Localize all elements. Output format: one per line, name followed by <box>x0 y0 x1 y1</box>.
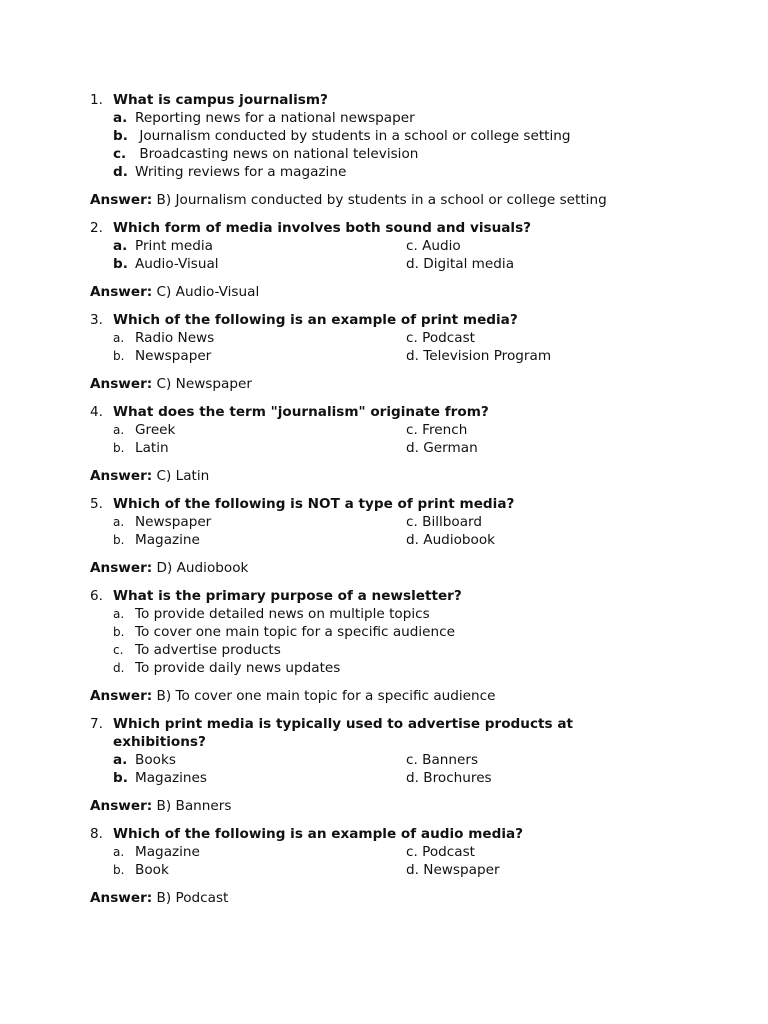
option-text: Print media <box>135 238 213 254</box>
option-text: c. Audio <box>406 238 461 254</box>
answer-text: B) Journalism conducted by students in a school or college setting <box>152 192 607 208</box>
option-row <box>113 513 730 531</box>
question-line <box>90 219 730 237</box>
option-letter: b. <box>113 349 125 363</box>
option-text: Reporting news for a national newspaper <box>135 110 415 126</box>
option-letter: b. <box>113 256 128 272</box>
option-letter: a. <box>113 845 125 859</box>
option-letter: d. <box>113 164 128 180</box>
option <box>406 237 699 255</box>
question-text: Which form of media involves both sound and visuals? <box>113 220 532 236</box>
question-number: 5. <box>90 496 103 512</box>
options-list <box>113 237 730 273</box>
question-line <box>90 825 730 843</box>
option-text: Magazine <box>135 532 200 548</box>
option <box>406 843 699 861</box>
option <box>113 329 406 347</box>
option-row <box>113 127 730 145</box>
option-row <box>113 109 730 127</box>
option-text: To provide daily news updates <box>135 660 341 676</box>
answer-text: D) Audiobook <box>152 560 249 576</box>
option-text: d. Television Program <box>406 348 552 364</box>
option-text: Magazine <box>135 844 200 860</box>
option-letter: a. <box>113 607 125 621</box>
option-letter: c. <box>113 643 124 657</box>
options-list <box>113 109 730 181</box>
option-row <box>113 439 730 457</box>
answer-label: Answer: <box>90 284 153 300</box>
option <box>113 127 713 145</box>
option-text: To provide detailed news on multiple topics <box>135 606 430 622</box>
option <box>113 861 406 879</box>
option <box>113 439 406 457</box>
question-number: 8. <box>90 826 103 842</box>
question-number: 4. <box>90 404 103 420</box>
option-letter: d. <box>113 661 125 675</box>
answer-line <box>90 375 730 393</box>
option-text: Greek <box>135 422 176 438</box>
option <box>113 255 406 273</box>
option-text: Radio News <box>135 330 215 346</box>
option-letter: a. <box>113 238 128 254</box>
option <box>113 145 713 163</box>
option-text: d. Digital media <box>406 256 515 272</box>
option-letter: a. <box>113 331 125 345</box>
option-row <box>113 347 730 365</box>
quiz-document <box>90 91 730 917</box>
option-row <box>113 255 730 273</box>
option-letter: a. <box>113 515 125 529</box>
answer-label: Answer: <box>90 890 153 906</box>
options-list <box>113 605 730 677</box>
question-text: Which of the following is NOT a type of print media? <box>113 496 515 512</box>
options-list <box>113 421 730 457</box>
question-line <box>90 403 730 421</box>
question-number: 2. <box>90 220 103 236</box>
option-text: c. Podcast <box>406 330 475 346</box>
question-text: Which of the following is an example of audio media? <box>113 826 524 842</box>
question-line <box>90 495 730 513</box>
option-row <box>113 843 730 861</box>
options-list <box>113 513 730 549</box>
option-row <box>113 329 730 347</box>
option-text: c. Billboard <box>406 514 483 530</box>
option-row <box>113 163 730 181</box>
option <box>406 751 699 769</box>
question-number: 6. <box>90 588 103 604</box>
answer-text: B) Podcast <box>152 890 229 906</box>
options-list <box>113 329 730 365</box>
option-text: Newspaper <box>135 514 212 530</box>
option-text: Latin <box>135 440 169 456</box>
question-number: 3. <box>90 312 103 328</box>
option <box>113 843 406 861</box>
option-letter: b. <box>113 533 125 547</box>
option-text: Books <box>135 752 176 768</box>
option-text: Writing reviews for a magazine <box>135 164 347 180</box>
option-row <box>113 421 730 439</box>
option-row <box>113 145 730 163</box>
option <box>406 439 699 457</box>
option-text: c. French <box>406 422 468 438</box>
option <box>113 513 406 531</box>
option-letter: c. <box>113 146 127 162</box>
option <box>113 605 713 623</box>
question-line <box>90 715 730 751</box>
answer-line <box>90 687 730 705</box>
option <box>113 421 406 439</box>
option <box>406 421 699 439</box>
option-row <box>113 237 730 255</box>
question-text: What is campus journalism? <box>113 92 328 108</box>
question-text: Which print media is typically used to advertise products at exhibitions? <box>113 716 574 750</box>
option-row <box>113 531 730 549</box>
question-6 <box>90 587 730 705</box>
answer-label: Answer: <box>90 192 153 208</box>
option-text: d. Audiobook <box>406 532 496 548</box>
option-row <box>113 605 730 623</box>
option-letter: a. <box>113 423 125 437</box>
answer-label: Answer: <box>90 798 153 814</box>
question-7 <box>90 715 730 815</box>
answer-text: C) Newspaper <box>152 376 252 392</box>
option-text: Newspaper <box>135 348 212 364</box>
options-list <box>113 751 730 787</box>
option-row <box>113 641 730 659</box>
answer-text: C) Audio-Visual <box>152 284 260 300</box>
question-line <box>90 311 730 329</box>
option-letter: a. <box>113 752 128 768</box>
option <box>113 769 406 787</box>
option <box>113 531 406 549</box>
option <box>406 347 699 365</box>
option-text: c. Podcast <box>406 844 475 860</box>
option-text: d. German <box>406 440 478 456</box>
option-row <box>113 751 730 769</box>
option <box>113 237 406 255</box>
answer-line <box>90 889 730 907</box>
option-text: c. Banners <box>406 752 479 768</box>
answer-text: B) Banners <box>152 798 232 814</box>
option-text: Journalism conducted by students in a school or college setting <box>135 128 571 144</box>
question-number: 1. <box>90 92 103 108</box>
option <box>406 513 699 531</box>
option <box>406 255 699 273</box>
question-8 <box>90 825 730 907</box>
question-line <box>90 587 730 605</box>
option <box>406 769 699 787</box>
option <box>406 329 699 347</box>
question-number: 7. <box>90 716 103 732</box>
option <box>113 163 713 181</box>
answer-line <box>90 797 730 815</box>
option-letter: b. <box>113 441 125 455</box>
answer-label: Answer: <box>90 468 153 484</box>
option-row <box>113 861 730 879</box>
option <box>113 109 713 127</box>
question-2 <box>90 219 730 301</box>
answer-text: B) To cover one main topic for a specific audience <box>152 688 496 704</box>
option-text: To cover one main topic for a specific audience <box>135 624 456 640</box>
option <box>406 861 699 879</box>
option <box>113 641 713 659</box>
option-text: d. Newspaper <box>406 862 500 878</box>
option <box>113 623 713 641</box>
answer-label: Answer: <box>90 688 153 704</box>
option-row <box>113 769 730 787</box>
answer-label: Answer: <box>90 560 153 576</box>
answer-label: Answer: <box>90 376 153 392</box>
option-row <box>113 659 730 677</box>
answer-line <box>90 191 730 209</box>
option <box>113 347 406 365</box>
option-text: Magazines <box>135 770 207 786</box>
option-letter: b. <box>113 770 128 786</box>
option-letter: b. <box>113 128 128 144</box>
question-4 <box>90 403 730 485</box>
option-letter: a. <box>113 110 128 126</box>
question-text: What is the primary purpose of a newsletter? <box>113 588 462 604</box>
option-text: Broadcasting news on national television <box>135 146 419 162</box>
question-1 <box>90 91 730 209</box>
option-letter: b. <box>113 863 125 877</box>
answer-line <box>90 283 730 301</box>
option <box>406 531 699 549</box>
question-5 <box>90 495 730 577</box>
question-text: What does the term "journalism" originate from? <box>113 404 489 420</box>
option-text: d. Brochures <box>406 770 492 786</box>
question-line <box>90 91 730 109</box>
answer-line <box>90 467 730 485</box>
option-row <box>113 623 730 641</box>
options-list <box>113 843 730 879</box>
option-letter: b. <box>113 625 125 639</box>
option-text: To advertise products <box>135 642 281 658</box>
answer-text: C) Latin <box>152 468 210 484</box>
question-text: Which of the following is an example of print media? <box>113 312 518 328</box>
option-text: Book <box>135 862 169 878</box>
option-text: Audio-Visual <box>135 256 219 272</box>
option <box>113 659 713 677</box>
answer-line <box>90 559 730 577</box>
option <box>113 751 406 769</box>
question-3 <box>90 311 730 393</box>
